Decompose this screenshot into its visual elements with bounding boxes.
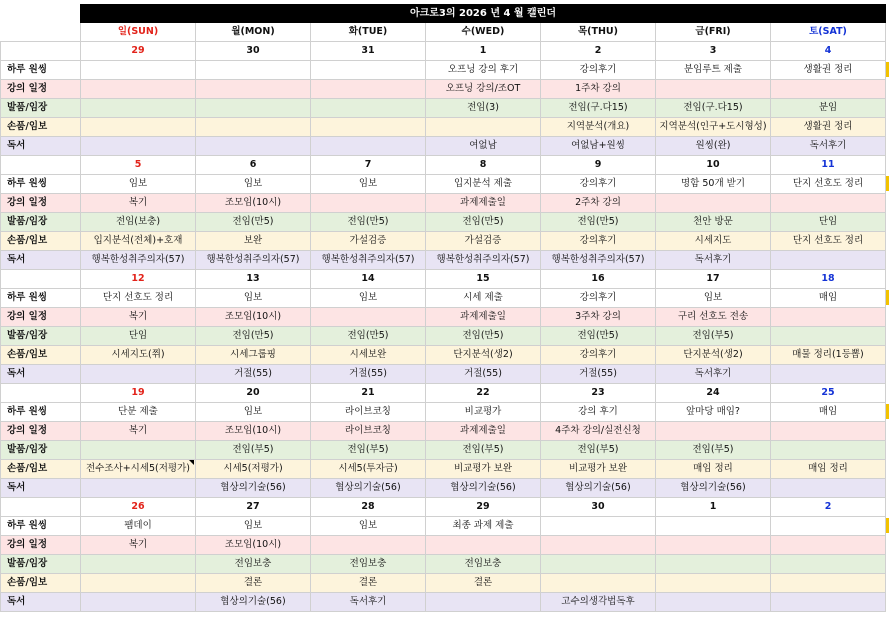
plan-cell[interactable]: 가설검증 [311,232,426,251]
plan-cell[interactable]: 과제제출일 [426,422,541,441]
plan-cell[interactable]: 전임(만5) [196,213,311,232]
plan-cell[interactable] [311,99,426,118]
plan-cell[interactable]: 전임(만5) [196,327,311,346]
row-label[interactable]: 강의 일정 [1,194,81,213]
plan-cell[interactable]: 복기 [81,308,196,327]
plan-cell[interactable] [311,61,426,80]
date-cell[interactable]: 30 [196,42,311,61]
plan-cell[interactable] [656,80,771,99]
plan-cell[interactable]: 행복한성취주의자(57) [311,251,426,270]
plan-row [1,479,886,498]
plan-cell[interactable] [81,80,196,99]
plan-row [1,403,886,422]
plan-cell[interactable]: 전임(부5) [656,327,771,346]
plan-cell[interactable]: 결론 [311,574,426,593]
plan-cell[interactable] [541,555,656,574]
date-cell[interactable]: 11 [771,156,886,175]
plan-cell[interactable]: 조모임(10시) [196,422,311,441]
plan-cell[interactable]: 4주차 강의/실전신청 [541,422,656,441]
plan-cell[interactable]: 강의후기 [541,175,656,194]
plan-cell[interactable]: 입지분석 제출 [426,175,541,194]
plan-cell[interactable]: 시세지도 [656,232,771,251]
plan-row [1,194,886,213]
date-cell[interactable]: 2 [541,42,656,61]
plan-cell[interactable]: 전임(부5) [541,441,656,460]
row-label[interactable]: 강의 일정 [1,536,81,555]
row-label[interactable]: 발품/임장 [1,213,81,232]
plan-cell[interactable]: 협상의기술(56) [426,479,541,498]
plan-cell[interactable] [81,441,196,460]
plan-cell[interactable]: 전임(구.다15) [541,99,656,118]
row-label[interactable]: 손품/임보 [1,460,81,479]
plan-cell[interactable] [311,536,426,555]
date-cell[interactable]: 28 [311,498,426,517]
plan-cell[interactable]: 독서후기 [656,365,771,384]
row-label[interactable]: 하루 원씽 [1,517,81,536]
plan-cell[interactable]: 거절(55) [541,365,656,384]
row-label[interactable]: 손품/임보 [1,574,81,593]
plan-row [1,422,886,441]
date-cell[interactable]: 25 [771,384,886,403]
date-row [1,384,886,403]
row-label[interactable]: 발품/임장 [1,555,81,574]
date-cell[interactable]: 29 [81,42,196,61]
plan-cell[interactable]: 분임 [771,99,886,118]
plan-cell[interactable]: 협상의기술(56) [541,479,656,498]
plan-row [1,213,886,232]
plan-cell[interactable] [81,555,196,574]
plan-cell[interactable]: 분임루트 제출 [656,61,771,80]
plan-cell[interactable]: 입지분석(전체)+호재 [81,232,196,251]
plan-cell[interactable]: 강의 후기 [541,403,656,422]
plan-row [1,137,886,156]
date-cell[interactable]: 4 [771,42,886,61]
plan-cell[interactable]: 최종 과제 제출 [426,517,541,536]
plan-cell[interactable]: 단분 제출 [81,403,196,422]
date-cell[interactable]: 1 [426,42,541,61]
row-label[interactable]: 발품/임장 [1,441,81,460]
date-cell[interactable]: 31 [311,42,426,61]
date-cell[interactable]: 5 [81,156,196,175]
plan-cell[interactable]: 전임보충 [196,555,311,574]
plan-cell[interactable] [81,137,196,156]
row-label[interactable]: 강의 일정 [1,308,81,327]
date-cell[interactable]: 16 [541,270,656,289]
plan-cell[interactable] [656,574,771,593]
plan-cell[interactable] [81,61,196,80]
plan-cell[interactable]: 협상의기술(56) [196,593,311,612]
plan-cell[interactable] [311,137,426,156]
plan-row [1,555,886,574]
weekday-header-row [1,23,886,42]
plan-cell[interactable]: 강의후기 [541,346,656,365]
date-row [1,42,886,61]
plan-cell[interactable]: 전임(부5) [196,441,311,460]
plan-cell[interactable]: 전임(부5) [311,441,426,460]
date-row [1,270,886,289]
plan-cell[interactable]: 단지 선호도 정리 [771,232,886,251]
plan-cell[interactable] [656,422,771,441]
plan-cell[interactable]: 임보 [196,175,311,194]
date-row-label-cell[interactable] [1,270,81,289]
weekday-header-3[interactable]: 수(WED) [426,23,541,42]
plan-cell[interactable]: 가설검증 [426,232,541,251]
plan-cell[interactable]: 단지분석(생2) [426,346,541,365]
date-cell[interactable]: 15 [426,270,541,289]
plan-cell[interactable]: 전임(보충) [81,213,196,232]
plan-cell[interactable] [426,536,541,555]
row-label[interactable]: 하루 원씽 [1,403,81,422]
row-label[interactable]: 독서 [1,593,81,612]
row-label[interactable]: 손품/임보 [1,232,81,251]
date-cell[interactable]: 30 [541,498,656,517]
plan-cell[interactable]: 보완 [196,232,311,251]
date-row-label-cell[interactable] [1,42,81,61]
plan-cell[interactable]: 거절(55) [311,365,426,384]
plan-cell[interactable]: 여없남 [426,137,541,156]
date-cell[interactable]: 27 [196,498,311,517]
plan-cell[interactable]: 복기 [81,194,196,213]
date-cell[interactable]: 8 [426,156,541,175]
plan-cell[interactable]: 비교평가 보완 [541,460,656,479]
date-cell[interactable]: 7 [311,156,426,175]
plan-cell[interactable]: 임보 [196,517,311,536]
plan-cell[interactable]: 전임(부5) [426,441,541,460]
date-cell[interactable]: 18 [771,270,886,289]
plan-cell[interactable]: 오프닝 강의 후기 [426,61,541,80]
plan-cell[interactable]: 복기 [81,536,196,555]
row-label[interactable]: 독서 [1,251,81,270]
plan-cell[interactable]: 명함 50개 받기 [656,175,771,194]
plan-cell[interactable]: 비교평가 보완 [426,460,541,479]
plan-cell[interactable]: 시세지도(쮜) [81,346,196,365]
plan-cell[interactable]: 전임보충 [426,555,541,574]
plan-cell[interactable] [771,517,886,536]
weekday-header-5[interactable]: 금(FRI) [656,23,771,42]
plan-cell[interactable] [541,517,656,536]
plan-cell[interactable]: 구리 선호도 전송 [656,308,771,327]
plan-cell[interactable] [81,118,196,137]
date-cell[interactable]: 10 [656,156,771,175]
plan-cell[interactable] [771,194,886,213]
date-cell[interactable]: 3 [656,42,771,61]
date-cell[interactable]: 23 [541,384,656,403]
plan-cell[interactable]: 전임(만5) [541,213,656,232]
plan-cell[interactable]: 라이브코칭 [311,422,426,441]
plan-row [1,99,886,118]
plan-cell[interactable]: 오프닝 강의/조OT [426,80,541,99]
plan-cell[interactable]: 임보 [196,289,311,308]
date-cell[interactable]: 17 [656,270,771,289]
date-cell[interactable]: 12 [81,270,196,289]
row-label[interactable]: 독서 [1,137,81,156]
weekday-header-2[interactable]: 화(TUE) [311,23,426,42]
plan-row [1,289,886,308]
plan-cell[interactable]: 임보 [81,175,196,194]
plan-cell[interactable]: 결론 [196,574,311,593]
plan-cell[interactable]: 1주차 강의 [541,80,656,99]
plan-cell[interactable] [311,194,426,213]
date-row-label-cell[interactable] [1,384,81,403]
plan-cell[interactable]: 임보 [656,289,771,308]
date-cell[interactable]: 20 [196,384,311,403]
plan-row [1,175,886,194]
date-cell[interactable]: 1 [656,498,771,517]
plan-cell[interactable]: 전임(3) [426,99,541,118]
date-row [1,498,886,517]
plan-cell[interactable]: 강의후기 [541,289,656,308]
plan-row [1,593,886,612]
plan-cell[interactable]: 단지분석(생2) [656,346,771,365]
plan-cell[interactable]: 전임(만5) [426,327,541,346]
plan-cell[interactable]: 지역분석(개요) [541,118,656,137]
plan-cell[interactable] [541,536,656,555]
plan-cell[interactable]: 조모임(10시) [196,308,311,327]
plan-cell[interactable]: 단임 [81,327,196,346]
plan-cell[interactable]: 시세보완 [311,346,426,365]
plan-cell[interactable]: 전수조사+시세5(저평가) [81,460,196,479]
plan-row [1,61,886,80]
row-label[interactable]: 하루 원씽 [1,289,81,308]
weekday-header-6[interactable]: 토(SAT) [771,23,886,42]
plan-cell[interactable]: 복기 [81,422,196,441]
plan-cell[interactable] [771,555,886,574]
plan-cell[interactable]: 과제제출일 [426,194,541,213]
plan-cell[interactable]: 생활권 정리 [771,61,886,80]
plan-row [1,251,886,270]
plan-cell[interactable]: 원씽(완) [656,137,771,156]
row-label[interactable]: 독서 [1,479,81,498]
plan-cell[interactable]: 행복한성취주의자(57) [541,251,656,270]
plan-cell[interactable]: 임보 [311,175,426,194]
plan-cell[interactable] [196,118,311,137]
weekday-header-4[interactable]: 목(THU) [541,23,656,42]
plan-cell[interactable]: 강의후기 [541,61,656,80]
plan-cell[interactable]: 시세5(투자금) [311,460,426,479]
plan-row [1,346,886,365]
plan-cell[interactable]: 독서후기 [771,137,886,156]
plan-row [1,441,886,460]
plan-cell[interactable]: 행복한성취주의자(57) [196,251,311,270]
header-corner-cell[interactable] [1,23,81,42]
plan-cell[interactable] [541,574,656,593]
plan-row [1,232,886,251]
corner-cell[interactable] [1,5,81,23]
calendar-table [0,4,886,612]
plan-cell[interactable]: 조모임(10시) [196,194,311,213]
plan-cell[interactable]: 지역분석(인구+도시형성) [656,118,771,137]
plan-cell[interactable]: 팸데이 [81,517,196,536]
date-cell[interactable]: 24 [656,384,771,403]
date-cell[interactable]: 14 [311,270,426,289]
plan-row [1,536,886,555]
plan-cell[interactable]: 단임 [771,213,886,232]
plan-cell[interactable] [771,536,886,555]
weekday-header-0[interactable]: 일(SUN) [81,23,196,42]
weekday-header-1[interactable]: 월(MON) [196,23,311,42]
plan-cell[interactable]: 비교평가 [426,403,541,422]
cell-note-indicator[interactable] [189,460,194,465]
plan-cell[interactable]: 거절(55) [196,365,311,384]
date-cell[interactable]: 21 [311,384,426,403]
plan-cell[interactable] [196,80,311,99]
plan-cell[interactable]: 앞마당 매임? [656,403,771,422]
plan-cell[interactable] [771,80,886,99]
plan-cell[interactable]: 고수의생각법독후 [541,593,656,612]
row-label[interactable]: 하루 원씽 [1,61,81,80]
date-cell[interactable]: 9 [541,156,656,175]
plan-cell[interactable]: 협상의기술(56) [311,479,426,498]
plan-cell[interactable] [656,536,771,555]
row-label[interactable]: 독서 [1,365,81,384]
plan-row [1,327,886,346]
calendar-title[interactable]: 아크로3의 2026 년 4 월 캘린더 [81,5,886,23]
plan-cell[interactable]: 임보 [311,517,426,536]
plan-cell[interactable]: 전임(만5) [426,213,541,232]
plan-cell[interactable] [656,517,771,536]
plan-cell[interactable]: 매물 정리(1등뽑) [771,346,886,365]
plan-cell[interactable]: 조모임(10시) [196,536,311,555]
title-row [1,5,886,23]
plan-cell[interactable]: 독서후기 [656,251,771,270]
row-label[interactable]: 발품/임장 [1,99,81,118]
plan-cell[interactable] [771,479,886,498]
plan-cell[interactable]: 거절(55) [426,365,541,384]
date-cell[interactable]: 2 [771,498,886,517]
plan-cell[interactable]: 단지 선호도 정리 [81,289,196,308]
plan-cell[interactable] [311,308,426,327]
plan-cell[interactable]: 여없남+원씽 [541,137,656,156]
plan-cell[interactable] [771,422,886,441]
plan-cell[interactable] [771,251,886,270]
date-row [1,156,886,175]
plan-cell[interactable]: 매임 [771,289,886,308]
plan-cell[interactable]: 생활권 정리 [771,118,886,137]
plan-cell[interactable] [311,80,426,99]
plan-row [1,517,886,536]
plan-cell[interactable] [771,574,886,593]
plan-cell[interactable]: 전임(만5) [311,327,426,346]
plan-cell[interactable]: 라이브코칭 [311,403,426,422]
plan-cell[interactable]: 결론 [426,574,541,593]
plan-cell[interactable] [426,593,541,612]
plan-row [1,308,886,327]
plan-row [1,80,886,99]
plan-cell[interactable]: 전임(부5) [656,441,771,460]
plan-cell[interactable]: 강의후기 [541,232,656,251]
plan-cell[interactable]: 천안 방문 [656,213,771,232]
plan-cell[interactable] [81,99,196,118]
plan-cell[interactable]: 독서후기 [311,593,426,612]
plan-cell[interactable]: 임보 [196,403,311,422]
date-cell[interactable]: 13 [196,270,311,289]
date-cell[interactable]: 29 [426,498,541,517]
plan-cell[interactable] [771,327,886,346]
plan-cell[interactable] [81,593,196,612]
plan-cell[interactable] [81,365,196,384]
row-label[interactable]: 발품/임장 [1,327,81,346]
plan-cell[interactable]: 전임(만5) [311,213,426,232]
date-row-label-cell[interactable] [1,498,81,517]
plan-row [1,365,886,384]
plan-cell[interactable] [656,593,771,612]
row-label[interactable]: 하루 원씽 [1,175,81,194]
plan-cell[interactable]: 3주차 강의 [541,308,656,327]
plan-cell[interactable]: 매임 [771,403,886,422]
plan-cell[interactable]: 과제제출일 [426,308,541,327]
plan-cell[interactable] [656,555,771,574]
plan-cell[interactable]: 매임 정리 [771,460,886,479]
plan-cell[interactable] [771,308,886,327]
plan-cell[interactable]: 전임(만5) [541,327,656,346]
plan-cell[interactable] [426,118,541,137]
plan-cell[interactable]: 협상의기술(56) [196,479,311,498]
plan-cell[interactable]: 행복한성취주의자(57) [81,251,196,270]
plan-cell[interactable]: 전임(구.다15) [656,99,771,118]
plan-cell[interactable] [656,194,771,213]
plan-cell[interactable]: 협상의기술(56) [656,479,771,498]
date-cell[interactable]: 6 [196,156,311,175]
plan-cell[interactable]: 행복한성취주의자(57) [426,251,541,270]
date-cell[interactable]: 22 [426,384,541,403]
row-label[interactable]: 강의 일정 [1,80,81,99]
plan-cell[interactable]: 임보 [311,289,426,308]
plan-cell[interactable] [196,99,311,118]
plan-cell[interactable]: 단지 선호도 정리 [771,175,886,194]
row-label[interactable]: 손품/임보 [1,346,81,365]
date-cell[interactable]: 26 [81,498,196,517]
plan-cell[interactable]: 2주차 강의 [541,194,656,213]
row-label[interactable]: 손품/임보 [1,118,81,137]
plan-cell[interactable]: 시세그룹핑 [196,346,311,365]
date-cell[interactable]: 19 [81,384,196,403]
plan-cell[interactable] [771,593,886,612]
row-label[interactable]: 강의 일정 [1,422,81,441]
plan-row [1,118,886,137]
plan-cell[interactable]: 전임보충 [311,555,426,574]
plan-cell[interactable] [196,137,311,156]
plan-cell[interactable]: 매임 정리 [656,460,771,479]
plan-cell[interactable]: 시세 제출 [426,289,541,308]
plan-row [1,574,886,593]
plan-cell[interactable] [81,574,196,593]
plan-row [1,460,886,479]
plan-cell[interactable] [311,118,426,137]
date-row-label-cell[interactable] [1,156,81,175]
plan-cell[interactable] [771,441,886,460]
plan-cell[interactable]: 시세5(저평가) [196,460,311,479]
plan-cell[interactable] [771,365,886,384]
plan-cell[interactable] [196,61,311,80]
plan-cell[interactable] [81,479,196,498]
